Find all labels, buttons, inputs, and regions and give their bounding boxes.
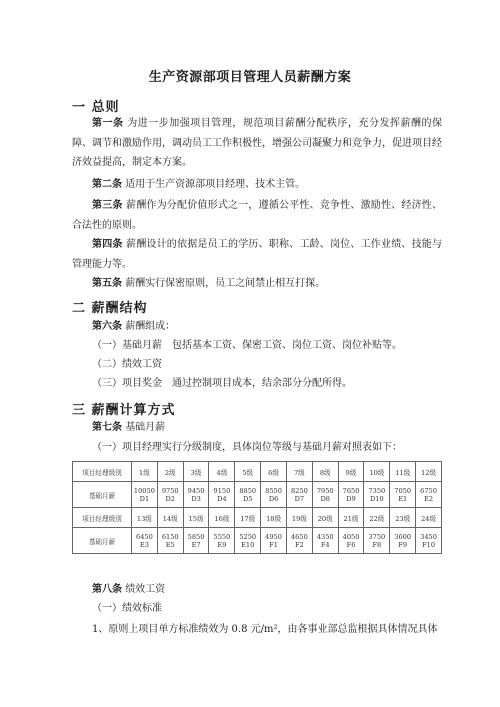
article-3 <box>72 196 442 235</box>
section-heading-structure: 二 薪酬结构 <box>72 301 148 316</box>
grade-code-cell: F1 <box>261 541 287 554</box>
salary-value-cell: 7650 <box>338 482 364 496</box>
article-7 <box>92 421 165 435</box>
article-6-item-2: （二）绩效工资 <box>92 359 162 370</box>
grade-code-cell: E10 <box>235 541 261 554</box>
level-cell: 10级 <box>364 462 390 482</box>
salary-value-cell: 6150 <box>157 528 183 542</box>
salary-value-cell: 5850 <box>183 528 209 542</box>
level-cell: 13级 <box>132 508 158 528</box>
level-row <box>73 462 442 482</box>
level-cell: 7级 <box>286 462 312 482</box>
grade-code-cell: E1 <box>390 495 416 508</box>
article-6 <box>92 320 175 334</box>
level-row <box>73 508 442 528</box>
grade-code-cell: E9 <box>209 541 235 554</box>
article-2 <box>72 175 442 195</box>
salary-value-cell: 3750 <box>364 528 390 542</box>
grade-code-cell: F10 <box>416 541 442 554</box>
salary-value-cell: 7350 <box>364 482 390 496</box>
level-cell: 8级 <box>312 462 338 482</box>
salary-value-cell: 9150 <box>209 482 235 496</box>
grade-code-cell: D9 <box>338 495 364 508</box>
article-7-text: 基础月薪 <box>125 422 166 433</box>
grade-code-cell: E3 <box>132 541 158 554</box>
salary-value-cell: 4950 <box>261 528 287 542</box>
salary-value-cell: 4650 <box>286 528 312 542</box>
grade-code-cell: E7 <box>183 541 209 554</box>
level-cell: 14级 <box>157 508 183 528</box>
article-8-item-1: （一）绩效标准 <box>92 603 162 614</box>
salary-value-cell: 3450 <box>416 528 442 542</box>
article-4-label: 第四条 <box>92 239 123 250</box>
salary-value-cell: 9750 <box>157 482 183 496</box>
level-cell: 11级 <box>390 462 416 482</box>
article-8-label: 第八条 <box>92 584 122 595</box>
salary-row <box>73 482 442 496</box>
grade-code-cell: E5 <box>157 541 183 554</box>
article-6-item-3: （三）项目奖金 通过控制项目成本，结余部分分配所得。 <box>92 378 352 389</box>
article-2-label: 第二条 <box>92 179 122 190</box>
article-1-label: 第一条 <box>92 118 124 129</box>
grade-code-cell: D7 <box>286 495 312 508</box>
level-cell: 4级 <box>209 462 235 482</box>
grade-code-cell: D10 <box>364 495 390 508</box>
salary-value-cell: 6450 <box>132 528 158 542</box>
salary-value-cell: 4050 <box>338 528 364 542</box>
article-8 <box>92 583 165 597</box>
level-cell: 22级 <box>364 508 390 528</box>
level-cell: 17级 <box>235 508 261 528</box>
article-4-text: 薪酬设计的依据是员工的学历、职称、工龄、岗位、工作业绩、技能与管理能力等。 <box>72 239 443 270</box>
salary-row <box>73 528 442 542</box>
level-cell: 9级 <box>338 462 364 482</box>
level-cell: 6级 <box>261 462 287 482</box>
grade-code-cell: D2 <box>157 495 183 508</box>
article-6-label: 第六条 <box>92 321 122 332</box>
salary-value-cell: 5250 <box>235 528 261 542</box>
level-cell: 5级 <box>235 462 261 482</box>
grade-code-cell: D6 <box>261 495 287 508</box>
level-cell: 24级 <box>416 508 442 528</box>
section-heading-calculation: 三 薪酬计算方式 <box>72 403 176 418</box>
article-3-label: 第三条 <box>92 200 123 211</box>
salary-value-cell: 8550 <box>261 482 287 496</box>
article-1-text: 为进一步加强项目管理，规范项目薪酬分配秩序，充分发挥薪酬的保障、调节和激励作用，调动员工工作积极性，增强公司凝聚力和竞争力，促进项目经济效益提高，制定本方案。 <box>72 118 443 168</box>
grade-code-cell: D3 <box>183 495 209 508</box>
level-cell: 23级 <box>390 508 416 528</box>
article-7-item-1: （一）项目经理实行分级制度，具体岗位等级与基础月薪对照表如下： <box>92 442 402 453</box>
article-5-label: 第五条 <box>92 278 122 289</box>
grade-code-cell: F8 <box>364 541 390 554</box>
level-label-cell: 项目经理级别 <box>73 508 132 528</box>
grade-code-cell: E2 <box>416 495 442 508</box>
grade-code-cell: F9 <box>390 541 416 554</box>
grade-code-cell: D4 <box>209 495 235 508</box>
article-7-label: 第七条 <box>92 422 122 433</box>
article-3-text: 薪酬作为分配价值形式之一，遵循公平性、竞争性、激励性、经济性、合法性的原则。 <box>72 200 443 231</box>
salary-value-cell: 8850 <box>235 482 261 496</box>
salary-value-cell: 3600 <box>390 528 416 542</box>
document-title: 生产资源部项目管理人员薪酬方案 <box>148 70 352 85</box>
level-cell: 20级 <box>312 508 338 528</box>
article-1 <box>72 114 442 173</box>
article-5-text: 薪酬实行保密原则，员工之间禁止相互打探。 <box>125 278 326 289</box>
article-6-item-1: （一）基础月薪 包括基本工资、保密工资、岗位工资、岗位补贴等。 <box>92 340 402 351</box>
salary-value-cell: 6750 <box>416 482 442 496</box>
salary-value-cell: 5550 <box>209 528 235 542</box>
section-heading-general: 一 总则 <box>72 100 120 115</box>
article-5 <box>72 274 442 294</box>
level-cell: 18级 <box>261 508 287 528</box>
article-2-text: 适用于生产资源部项目经理、技术主管。 <box>125 179 306 190</box>
level-cell: 2级 <box>157 462 183 482</box>
grade-code-cell: D8 <box>312 495 338 508</box>
level-cell: 19级 <box>286 508 312 528</box>
article-8-text: 绩效工资 <box>125 584 166 595</box>
level-cell: 15级 <box>183 508 209 528</box>
grade-code-cell: F4 <box>312 541 338 554</box>
level-label-cell: 项目经理级别 <box>73 462 132 482</box>
level-cell: 16级 <box>209 508 235 528</box>
grade-code-cell: F6 <box>338 541 364 554</box>
level-cell: 1级 <box>132 462 158 482</box>
level-cell: 21级 <box>338 508 364 528</box>
grade-code-cell: F2 <box>286 541 312 554</box>
salary-value-cell: 7950 <box>312 482 338 496</box>
level-cell: 12级 <box>416 462 442 482</box>
salary-table <box>72 461 442 554</box>
salary-value-cell: 8250 <box>286 482 312 496</box>
salary-value-cell: 7050 <box>390 482 416 496</box>
salary-value-cell: 10050 <box>132 482 158 496</box>
salary-label-cell: 基础月薪 <box>73 528 132 554</box>
article-8-line-1: 1、原则上项目单方标准绩效为 0.8 元/m²，由各事业部总监根据具体情况具体 <box>92 624 438 635</box>
salary-label-cell: 基础月薪 <box>73 482 132 508</box>
article-4 <box>72 235 442 274</box>
grade-code-cell: D5 <box>235 495 261 508</box>
level-cell: 3级 <box>183 462 209 482</box>
article-6-text: 薪酬组成： <box>125 321 176 332</box>
grade-code-cell: D1 <box>132 495 158 508</box>
salary-value-cell: 4350 <box>312 528 338 542</box>
salary-value-cell: 9450 <box>183 482 209 496</box>
